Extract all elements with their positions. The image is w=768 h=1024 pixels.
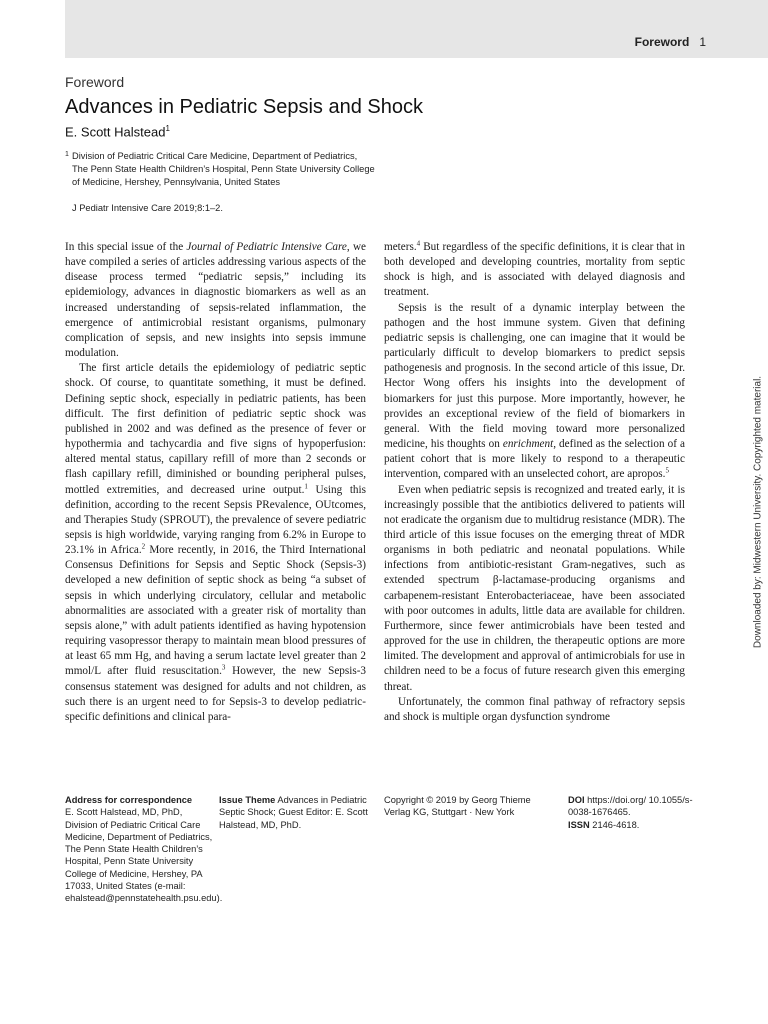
author-line: [65, 124, 170, 139]
article-title: Advances in Pediatric Sepsis and Shock: [65, 96, 423, 118]
author-affiliation-marker: 1: [165, 124, 170, 133]
affiliation-text: Division of Pediatric Critical Care Medicine, Department of Pediatrics, The Penn State Health Children’s Hospital, Penn State University College of Medicine, Hershey, Pennsylvania, United States: [72, 151, 375, 187]
emphasized-term: enrichment: [502, 438, 554, 451]
page-number: 1: [699, 35, 706, 49]
body-column-right: [384, 240, 685, 725]
affiliation: [65, 150, 375, 189]
issn-value: 2146-4618.: [592, 819, 640, 830]
journal-name: Journal of Pediatric Intensive Care: [186, 241, 347, 253]
paragraph: Even when pediatric sepsis is recognized and treated early, it is increasingly possible that the antibiotics delivered to patients will not eradicate the organism due to multidrug resistance (MDR). The third article of this issue focuses on the emerging threat of MDR organisms in both pediatric and neonatal populations. While infections from antibiotic-resistant Gram-negatives, such as extended spectrum β-lactamase-producing organisms and carbapenem-resistant Enterobacteriaceae, have been associated with poor outcomes in adults, little data are available for children. Furthermore, since fewer antimicrobials have been tested and approved for the use in children, the therapeutic options are more limited. The development and approval of antimicrobials for use in children need to be a focus of future research given this emerging threat.: [384, 483, 685, 693]
reference-marker: 1: [304, 481, 308, 490]
paragraph: In this special issue of the Journal of Pediatric Intensive Care, we have compiled a series of articles addressing various aspects of the disease process termed “pediatric sepsis,” including its epidemiology, advances in diagnostic biomarkers as well as an increased understanding of sepsis-related inflammation, the emergence of antimicrobial resistant organisms, pulmonary complication of sepsis, and new insights into sepsis immune modulation.: [65, 241, 366, 360]
correspondence-label: Address for correspondence: [65, 795, 193, 805]
issue-theme-text: Advances in Pediatric Septic Shock; Guest Editor: E. Scott Halstead, MD, PhD.: [219, 795, 368, 830]
journal-citation: J Pediatr Intensive Care 2019;8:1–2.: [72, 203, 223, 213]
paragraph: Unfortunately, the common final pathway of refractory sepsis and shock is multiple organ dysfunction syndrome: [384, 695, 685, 723]
paragraph: Sepsis is the result of a dynamic interplay between the pathogen and the host immune system. Given that defining pediatric sepsis is challenging, one can imagine that it would be particularly difficult to develop biomarkers to predict sepsis pathogenesis and prognosis. In the second article of this issue, Dr. Hector Wong offers his insights into the development of biomarkers for just this purpose. More importantly, however, he provides an exceptional review of the field of biomarkers in general. With the field moving toward more personalized medicine, his thoughts on enrichment, defined as the selection of a patient cohort that is more likely to respond to a therapeutic intervention, compared with an unselected cohort, are apropos.$^5$: [384, 301, 685, 481]
author-name: E. Scott Halstead: [65, 124, 166, 140]
reference-marker: 5: [665, 466, 669, 475]
issn-label: ISSN: [568, 819, 590, 830]
reference-marker: 3: [221, 663, 226, 672]
issue-theme: [219, 794, 369, 831]
running-head: [635, 35, 706, 49]
section-label: Foreword: [65, 74, 125, 90]
doi-issn: [568, 794, 698, 831]
correspondence-text: E. Scott Halstead, MD, PhD, Division of Pediatric Critical Care Medicine, Department of Pediatrics, The Penn State Health Children’s Hospital, Penn State University College of Medicine, Hershey, PA 17033, United States (e-mail: ehalstead@pennstatehealth.psu.edu).: [65, 807, 223, 904]
doi-link[interactable]: https://doi.org/ 10.1055/s-0038-1676465.: [568, 795, 693, 818]
affiliation-marker: 1: [65, 151, 69, 158]
copyright-notice: Copyright © 2019 by Georg Thieme Verlag KG, Stuttgart · New York: [384, 795, 531, 818]
paragraph: meters.$^4$ But regardless of the specific definitions, it is clear that in both developed and developing countries, mortality from septic shock is high, and is associated with delayed diagnosis and treatment.: [384, 239, 685, 299]
running-title: Foreword: [634, 35, 690, 49]
issue-theme-label: Issue Theme: [219, 795, 276, 805]
correspondence-address: [65, 794, 223, 905]
doi-label: DOI: [568, 795, 585, 805]
paragraph: The first article details the epidemiology of pediatric septic shock. Of course, to quantitate something, it must be defined. Defining septic shock, especially in pediatric patients, has been difficult. The first definition of pediatric septic shock was published in 2002 and was defined as the presence of fever or hypothermia and tachycardia and five signs of hypoperfusion: altered mental status, capillary refill of more than 2 seconds or flash capillary refill, diminished or bounding peripheral pulses, mottled extremities, and decreased urine output.$^1$ Using this definition, according to the recent Sepsis PRevalence, OUtcomes, and Therapies Study (SPROUT), the prevalence of severe pediatric sepsis is high worldwide, varying ranging from 6.2% in Europe to 23.1% in Africa.$^2$ More recently, in 2016, the Third International Consensus Definitions for Sepsis and Septic Shock (Sepsis-3) developed a new definition of septic shock as being “a subset of sepsis in which underlying circulatory, cellular and metabolic abnormalities are associated with a greater risk of mortality than sepsis alone,” with adult patients identified as having hypotension requiring vasopressor therapy to maintain mean blood pressures of at least 65 mm Hg, and having a serum lactate level greater than 2 mmol/L after fluid resuscitation.$^3$ However, the new Sepsis-3 consensus statement was designed for adults and not children, as such there is an urgent need to for Sepsis-3 to develop pediatric-specific definitions and clinical para-: [65, 362, 367, 723]
download-watermark: Downloaded by: Midwestern University. Copyrighted material.: [752, 375, 764, 649]
reference-marker: 4: [416, 239, 421, 248]
body-column-left: [65, 240, 366, 725]
header-band: [65, 0, 768, 58]
reference-marker: 2: [141, 542, 146, 551]
